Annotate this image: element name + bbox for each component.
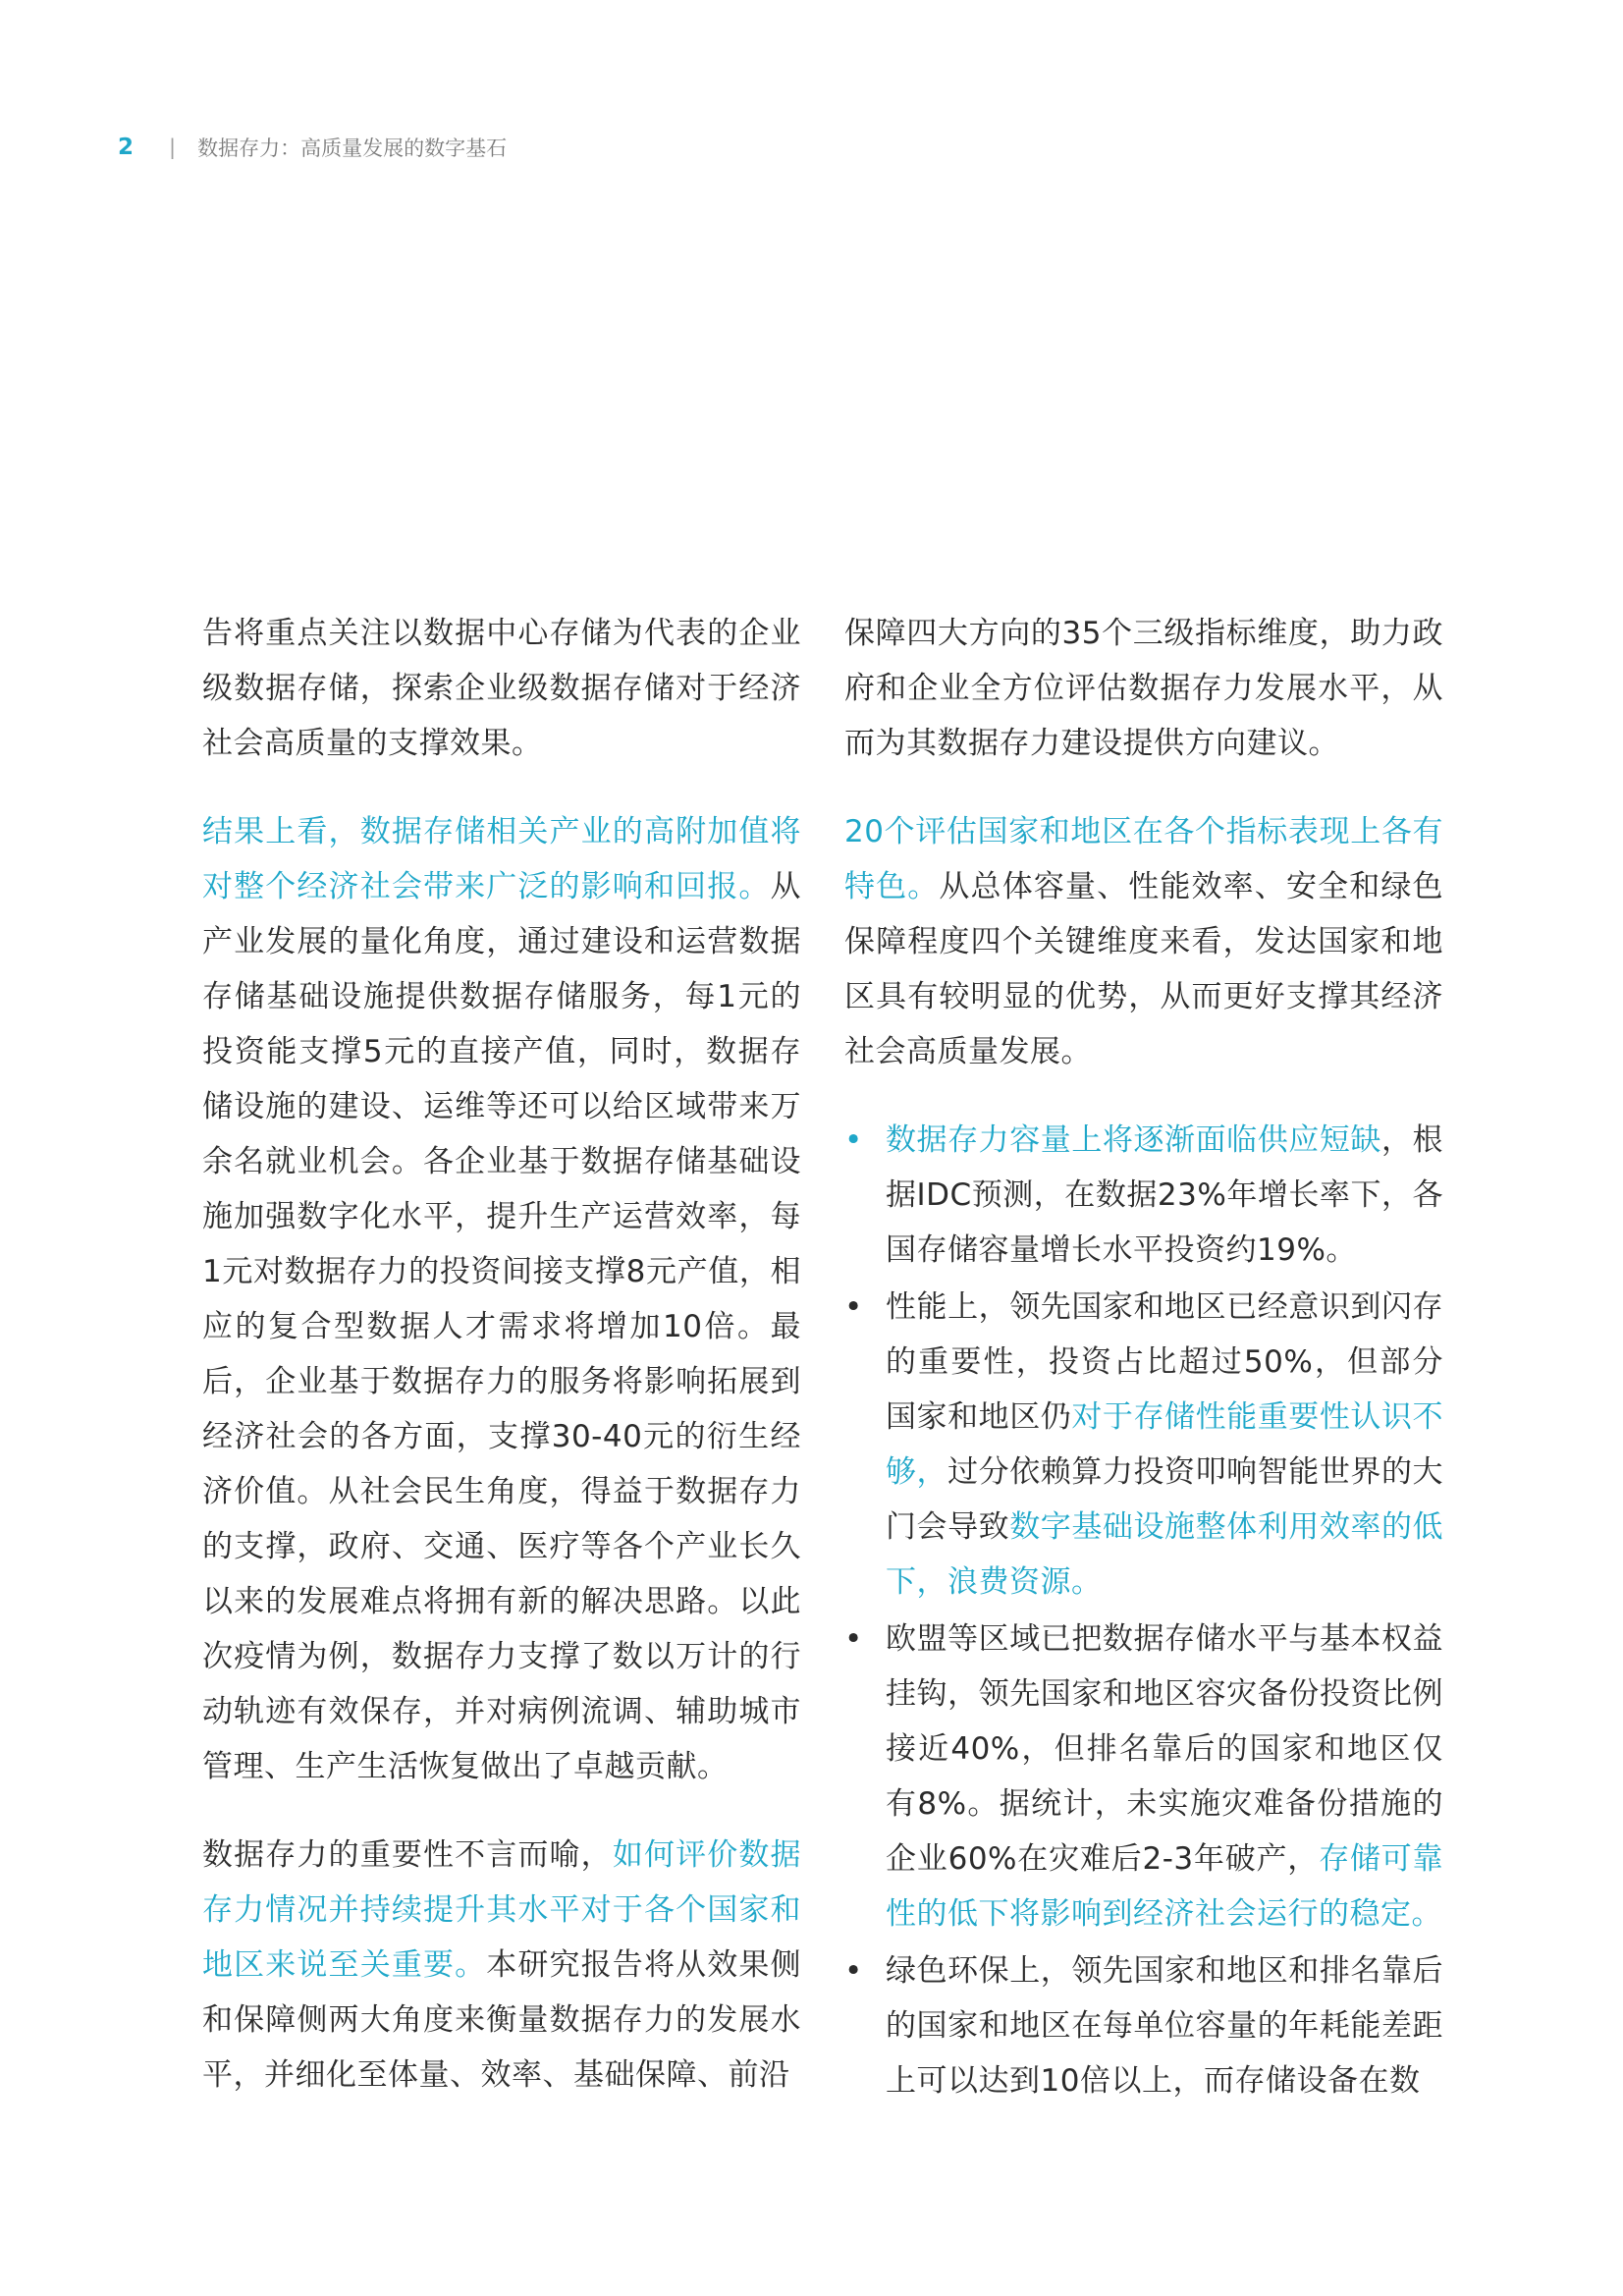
highlight-text: 20个评估国家和地区在各个指标表现上各有特色。	[844, 814, 1443, 904]
list-item	[844, 1280, 1443, 1610]
paragraph-text: 本研究报告将从效果侧和保障侧两大角度来衡量数据存力的发展水平，并细化至体量、效率、基础保障、前沿	[202, 1947, 801, 2093]
item-text: ，根据IDC预测，在数据23%年增长率下，各国存储容量增长水平投资约19%。	[886, 1122, 1444, 1268]
left-paragraph-1	[202, 606, 801, 771]
key-findings-list	[844, 1113, 1443, 2108]
highlight-text: 存储可靠性的低下将影响到经济社会运行的稳定。	[886, 1841, 1443, 1932]
right-column	[844, 606, 1443, 2108]
left-paragraph-2	[202, 804, 801, 1794]
right-paragraph-1	[844, 606, 1443, 771]
item-text: 绿色环保上，领先国家和地区和排名靠后的国家和地区在每单位容量的年耗能差距上可以达到10倍以上，而存储设备在数	[886, 1953, 1443, 2099]
item-text: 欧盟等区域已把数据存储水平与基本权益挂钩，领先国家和地区容灾备份投资比例接近40%，但排名靠后的国家和地区仅有8%。据统计，未实施灾难备份措施的企业60%在灾难后2-3年破产，	[886, 1621, 1443, 1877]
highlight-text: 数据存力容量上将逐渐面临供应短缺	[886, 1122, 1381, 1158]
list-item	[844, 1943, 1443, 2108]
left-paragraph-3	[202, 1828, 801, 2103]
list-item	[844, 1612, 1443, 1941]
page-number: 2	[118, 135, 135, 160]
paragraph-text: 从产业发展的量化角度，通过建设和运营数据存储基础设施提供数据存储服务，每1元的投资能支撑5元的直接产值，同时，数据存储设施的建设、运维等还可以给区域带来万余名就业机会。各企业基于数据存储基础设施加强数字化水平，提升生产运营效率，每1元对数据存力的投资间接支撑8元产值，相应的复合型数据人才需求将增加10倍。最后，企业基于数据存力的服务将影响拓展到经济社会的各方面，支撑30-40元的衍生经济价值。从社会民生角度，得益于数据存力的支撑，政府、交通、医疗等各个产业长久以来的发展难点将拥有新的解决思路。以此次疫情为例，数据存力支撑了数以万计的行动轨迹有效保存，并对病例流调、辅助城市管理、生产生活恢复做出了卓越贡献。	[202, 869, 801, 1784]
highlight-text: 如何评价数据存力情况并持续提升其水平对于各个国家和地区来说至关重要。	[202, 1837, 802, 1983]
paragraph-text: 告将重点关注以数据中心存储为代表的企业级数据存储，探索企业级数据存储对于经济社会高质量的支撑效果。	[202, 616, 801, 761]
running-title: 数据存力：高质量发展的数字基石	[197, 137, 508, 160]
left-column	[202, 606, 801, 2103]
paragraph-text: 从总体容量、性能效率、安全和绿色保障程度四个关键维度来看，发达国家和地区具有较明显的优势，从而更好支撑其经济社会高质量发展。	[844, 869, 1444, 1069]
list-item	[844, 1113, 1443, 1278]
right-paragraph-2	[844, 804, 1443, 1079]
highlight-text: 对于存储性能重要性认识不够，	[886, 1399, 1444, 1490]
highlight-text: 结果上看，数据存储相关产业的高附加值将对整个经济社会带来广泛的影响和回报。	[202, 814, 801, 904]
highlight-text: 数字基础设施整体利用效率的低下，浪费资源。	[886, 1509, 1444, 1600]
item-text: 过分依赖算力投资叩响智能世界的大门会导致	[886, 1454, 1444, 1545]
item-text: 性能上，领先国家和地区已经意识到闪存的重要性，投资占比超过50%，但部分国家和地区仍	[886, 1289, 1443, 1435]
paragraph-text: 保障四大方向的35个三级指标维度，助力政府和企业全方位评估数据存力发展水平，从而为其数据存力建设提供方向建议。	[844, 616, 1443, 761]
paragraph-text: 数据存力的重要性不言而喻，	[202, 1837, 613, 1873]
header-separator: |	[169, 136, 177, 159]
page-header	[118, 133, 507, 162]
